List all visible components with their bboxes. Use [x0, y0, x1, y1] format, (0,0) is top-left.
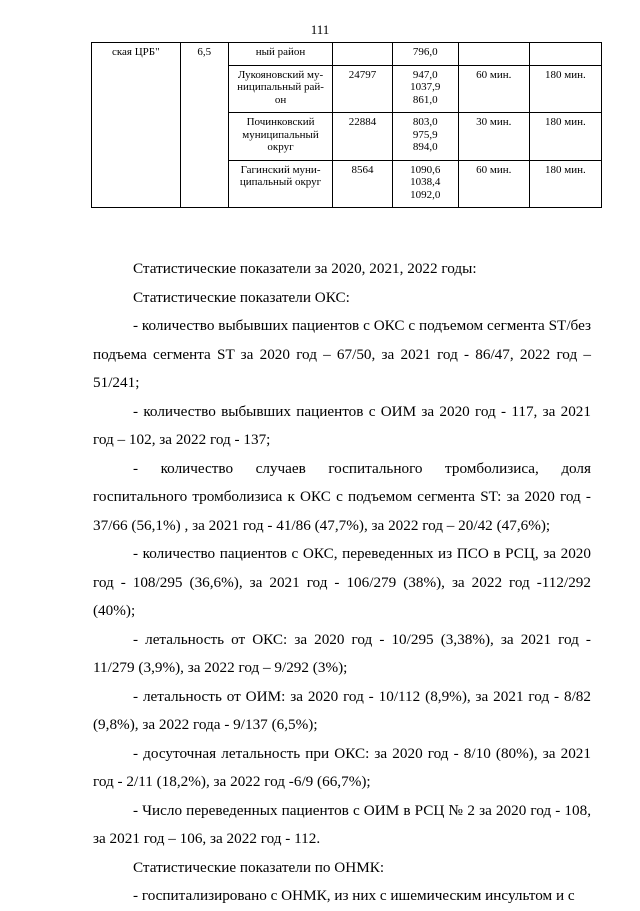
table-cell: 180 мин. — [529, 160, 601, 208]
table-cell — [529, 43, 601, 66]
paragraph: - досуточная летальность при ОКС: за 2020 год - 8/10 (80%), за 2021 год - 2/11 (18,2%), за 2022 год -6/9 (66,7%); — [93, 744, 591, 790]
table-cell: 24797 — [333, 65, 393, 113]
paragraph: - госпитализировано с ОНМК, из них с ишемическим инсультом и с — [133, 887, 575, 904]
table-cell — [458, 43, 529, 66]
table-cell: 60 мин. — [458, 65, 529, 113]
paragraph: - летальность от ОКС: за 2020 год - 10/295 (3,38%), за 2021 год - 11/279 (3,9%), за 2022 год – 9/292 (3%); — [93, 630, 591, 676]
paragraph: - летальность от ОИМ: за 2020 год - 10/112 (8,9%), за 2021 год - 8/82 (9,8%), за 2022 года - 9/137 (6,5%); — [93, 687, 591, 733]
page-number: 111 — [310, 22, 330, 37]
table-cell: 22884 — [333, 113, 393, 161]
body-text — [93, 255, 591, 911]
table-cell: Починковский муниципальный округ — [229, 113, 333, 161]
paragraph: Статистические показатели за 2020, 2021, 2022 годы: — [133, 260, 477, 277]
paragraph: - количество выбывших пациентов с ОИМ за 2020 год - 117, за 2021 год – 102, за 2022 год - 137; — [93, 402, 591, 448]
table-cell: 803,0 975,9 894,0 — [392, 113, 458, 161]
table-cell: 180 мин. — [529, 65, 601, 113]
table-cell: ный район — [229, 43, 333, 66]
table-cell: 796,0 — [392, 43, 458, 66]
paragraph: - количество пациентов с ОКС, переведенных из ПСО в РСЦ, за 2020 год - 108/295 (36,6%), за 2021 год - 106/279 (38%), за 2022 год -112/292 (40%); — [93, 545, 591, 619]
paragraph: - количество случаев госпитального тромболизиса, доля госпитального тромболизиса к ОКС с подъемом сегмента ST: за 2020 год - 37/66 (56,1%) , за 2021 год - 41/86 (47,7%), за 2022 год – 20/42 (47,6%); — [93, 459, 591, 534]
paragraph: - Число переведенных пациентов с ОИМ в РСЦ № 2 за 2020 год - 108, за 2021 год – 106, за 2022 год - 112. — [93, 801, 591, 847]
data-table — [91, 42, 602, 208]
table-cell — [333, 43, 393, 66]
table-cell: 947,0 1037,9 861,0 — [392, 65, 458, 113]
paragraph: - количество выбывших пациентов с ОКС с подъемом сегмента ST/без подъема сегмента ST за 2020 год – 67/50, за 2021 год - 86/47, 2022 год – 51/241; — [93, 317, 591, 391]
paragraph: Статистические показатели ОКС: — [133, 288, 350, 306]
paragraph: Статистические показатели по ОНМК: — [133, 858, 385, 876]
table-cell: 1090,6 1038,4 1092,0 — [392, 160, 458, 208]
table-cell: Гагинский муни- ципальный округ — [229, 160, 333, 208]
table-cell: Лукояновский му- ниципальный рай- он — [229, 65, 333, 113]
table-cell: 8564 — [333, 160, 393, 208]
table-cell: 180 мин. — [529, 113, 601, 161]
table-cell: 30 мин. — [458, 113, 529, 161]
table-row — [92, 43, 602, 66]
table-cell: 60 мин. — [458, 160, 529, 208]
table-cell: 6,5 — [180, 43, 228, 208]
table-cell: ская ЦРБ" — [92, 43, 181, 208]
